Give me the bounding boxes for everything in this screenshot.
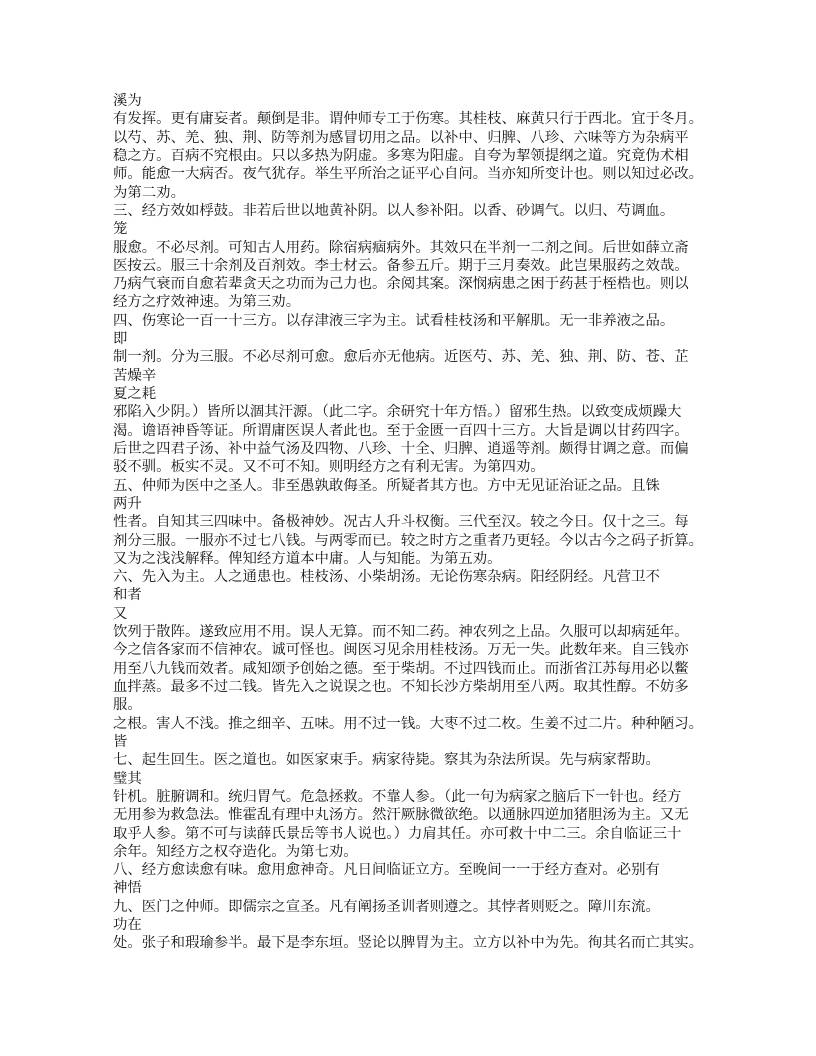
text-line: 今之信各家而不信神农。诚可怪也。闽医习见余用桂枝汤。万无一失。此数年来。自三钱亦 (113, 642, 689, 659)
text-line: 后世之四君子汤、补中益气汤及四物、八珍、十全、归脾、逍遥等剂。颇得甘调之意。而偏 (113, 440, 689, 457)
text-line: 之根。害人不浅。推之细辛、五味。用不过一钱。大枣不过二枚。生姜不过二片。种种陋习。 (113, 715, 704, 732)
text-line: 六、先入为主。人之通患也。桂枝汤、小柴胡汤。无论伤寒杂病。阳经阴经。凡营卫不 (113, 569, 660, 586)
text-line: 用至八九钱而效者。咸知颂予创始之德。至于柴胡。不过四钱而止。而浙省江苏每用必以鳖 (113, 660, 689, 677)
text-line: 和者 (113, 587, 142, 604)
text-line: 溪为 (113, 93, 142, 109)
text-line: 七、起生回生。医之道也。如医家束手。病家待毙。察其为杂法所误。先与病家帮助。 (113, 752, 660, 769)
text-line: 夏之耗 (113, 386, 157, 402)
text-line: 即 (113, 331, 128, 348)
text-line: 八、经方愈读愈有味。愈用愈神奇。凡日间临证立方。至晚间一一于经方查对。必别有 (113, 862, 660, 879)
text-line: 邪陷入少阴。）皆所以涸其汗源。（此二字。余研究十年方悟。）留邪生热。以致变成烦躁大 (113, 404, 682, 421)
text-line: 渴。谵语神昏等证。所谓庸医误人者此也。至于金匮一百四十三方。大旨是调以甘药四字。 (113, 422, 689, 439)
text-line: 又为之浅浅解释。俾知经方道本中庸。人与知能。为第五劝。 (113, 550, 502, 567)
text-line: 性者。自知其三四味中。备极神妙。况古人升斗权衡。三代至汉。较之今日。仅十之三。每 (113, 514, 689, 531)
text-line: 功在 (113, 917, 142, 934)
text-line: 余年。知经方之权夺造化。为第七劝。 (113, 843, 358, 860)
text-line: 有发挥。更有庸妄者。颠倒是非。谓仲师专工于伤寒。其桂枝、麻黄只行于西北。宜于冬月。 (113, 111, 704, 128)
text-line: 稳之方。百病不究根由。只以多热为阴虚。多寒为阳虚。自夸为挈领提纲之道。究竟伪术相 (113, 147, 689, 164)
text-line: 三、经方效如桴鼓。非若后世以地黄补阴。以人参补阳。以香、砂调气。以归、芍调血。 (113, 202, 675, 219)
text-line: 九、医门之仲师。即儒宗之宣圣。凡有阐扬圣训者则遵之。其悖者则贬之。障川东流。 (113, 898, 660, 915)
text-line: 处。张子和瑕瑜参半。最下是李东垣。竖论以脾胃为主。立方以补中为先。徇其名而亡其实。 (113, 935, 704, 952)
text-line: 神悟 (113, 880, 142, 897)
text-line: 血拌蒸。最多不过二钱。皆先入之说误之也。不知长沙方柴胡用至八两。取其性醇。不妨多 (113, 679, 689, 695)
text-line: 服愈。不必尽剂。可知古人用药。除宿病痼病外。其效只在半剂一二剂之间。后世如薛立斋 (113, 239, 689, 256)
text-line: 皆 (113, 733, 128, 750)
text-line: 两升 (113, 495, 142, 512)
text-line: 经方之疗效神速。为第三劝。 (113, 294, 301, 311)
text-line: 制一剂。分为三服。不必尽剂可愈。愈后亦无他病。近医芍、苏、羌、独、荆、防、苍、芷 (113, 349, 689, 366)
text-line: 笼 (113, 221, 128, 238)
text-line: 苦燥辛 (113, 367, 157, 384)
text-line: 服。 (113, 697, 142, 714)
text-line: 针机。脏腑调和。统归胃气。危急拯救。不靠人参。（此一句为病家之脑后下一针也。经方 (113, 788, 682, 805)
text-line: 璧其 (113, 770, 142, 787)
text-line: 取乎人参。第不可与读薛氏景岳等书人说也。）力肩其任。亦可救十中二三。余自临证三十 (113, 825, 682, 842)
text-line: 医按云。服三十余剂及百剂效。李士材云。备参五斤。期于三月奏效。此岂果服药之效哉。 (113, 257, 689, 274)
text-line: 无用参为救急法。惟霍乱有理中丸汤方。然汗厥脉微欲绝。以通脉四逆加猪胆汤为主。又无 (113, 807, 689, 824)
text-line: 师。能愈一大病否。夜气犹存。举生平所治之证平心自问。当亦知所变计也。则以知过必改。 (113, 166, 704, 183)
text-line: 饮列于散阵。遂致应用不用。误人无算。而不知二药。神农列之上品。久服可以却病延年。 (113, 624, 689, 641)
text-line: 四、伤寒论一百一十三方。以存津液三字为主。试看桂枝汤和平解肌。无一非养液之品。 (113, 312, 675, 329)
text-line: 驳不驯。板实不灵。又不可不知。则明经方之有利无害。为第四劝。 (113, 459, 545, 476)
text-line: 五、仲师为医中之圣人。非至愚孰敢侮圣。所疑者其方也。方中无见证治证之品。且铢 (113, 477, 660, 494)
text-line: 乃病气衰而自愈若辈贪天之功而为己力也。余阅其案。深悯病患之困于药甚于桎梏也。则以 (113, 276, 689, 293)
text-line: 以芍、苏、羌、独、荆、防等剂为感冒切用之品。以补中、归脾、八珍、六味等方为杂病平 (113, 129, 689, 146)
text-line: 剂分三服。一服亦不过七八钱。与两零而已。较之时方之重者乃更轻。今以古今之码子折算。 (113, 532, 704, 549)
text-line: 为第二劝。 (113, 184, 185, 201)
document-text-block (113, 92, 713, 953)
text-line: 又 (113, 605, 128, 622)
